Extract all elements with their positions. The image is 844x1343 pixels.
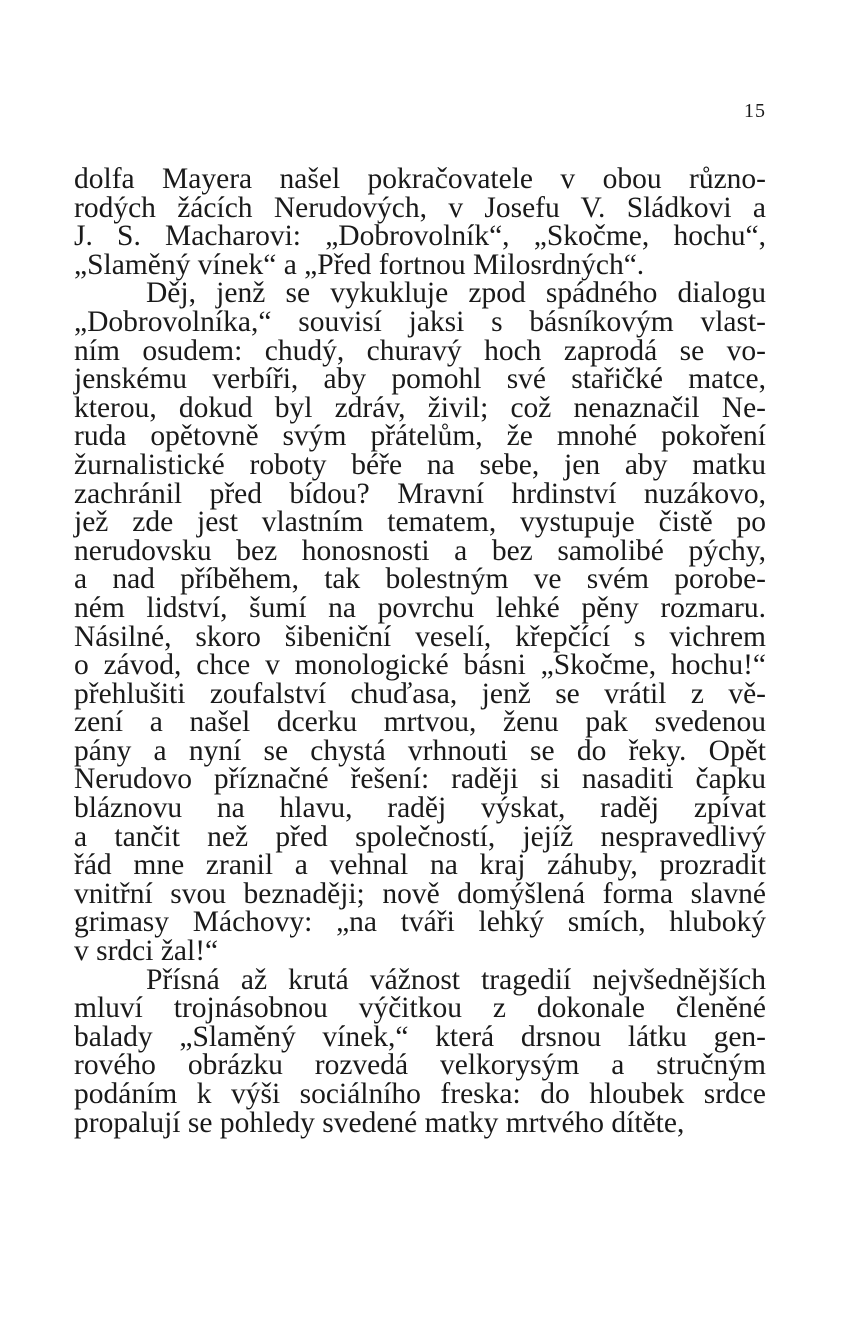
text-line: grimasy Máchovy: „na tváři lehký smích, hluboký [74,906,766,939]
paragraph [74,963,766,1139]
text-line: rodých žácích Nerudových, v Josefu V. Sládkovi a [74,191,766,224]
text-line: žurnalistické roboty béře na sebe, jen aby matku [74,448,766,481]
text-line: přehlušiti zoufalství chuďasa, jenž se vrátil z vě- [74,677,766,710]
text-line: „Slaměný vínek“ a „Před fortnou Milosrdných“. [74,248,645,281]
text-line: Přísná až krutá vážnost tragedií nejvšednějších [146,963,766,996]
text-body [74,165,766,1137]
text-line: o závod, chce v monologické básni „Skočme, hochu!“ [74,649,766,682]
text-line: a tančit než před společností, jejíž nespravedlivý [74,820,766,853]
text-line: bláznovu na hlavu, raděj výskat, raděj zpívat [74,792,766,825]
text-line: a nad příběhem, tak bolestným ve svém porobe- [74,563,766,596]
text-line: ruda opětovně svým přátelům, že mnohé pokoření [74,420,766,453]
text-line: ném lidství, šumí na povrchu lehké pěny rozmaru. [74,591,766,624]
text-line: zachránil před bídou? Mravní hrdinství nuzákovo, [74,477,766,510]
text-line: Násilné, skoro šibeniční veselí, křepčící s vichrem [74,620,766,653]
text-line: jenskému verbíři, aby pomohl své stařičké matce, [74,363,766,396]
text-line: zení a našel dcerku mrtvou, ženu pak svedenou [74,706,766,739]
text-line: řád mne zranil a vehnal na kraj záhuby, prozradit [74,849,766,882]
text-line: Děj, jenž se vykukluje zpod spádného dialogu [146,277,766,310]
paragraph [74,277,766,968]
text-line: nerudovsku bez honosnosti a bez samolibé pýchy, [74,534,766,567]
text-line: J. S. Macharovi: „Dobrovolník“, „Skočme, hochu“, [74,220,766,253]
text-line: rového obrázku rozvedá velkorysým a stručným [74,1049,766,1082]
text-line: propalují se pohledy svedené matky mrtvého dítěte, [74,1106,685,1139]
text-line: kterou, dokud byl zdráv, živil; což nenaznačil Ne- [74,391,766,424]
paragraph [74,165,766,279]
text-line: pány a nyní se chystá vrhnouti se do řeky. Opět [74,734,766,767]
text-line: vnitřní svou beznaději; nově domýšlená forma slavné [74,877,766,910]
text-line: balady „Slaměný vínek,“ která drsnou látku gen- [74,1020,766,1053]
text-line: v srdci žal!“ [74,935,219,968]
text-line: Nerudovo příznačné řešení: raději si nasaditi čapku [74,763,766,796]
text-line: dolfa Mayera našel pokračovatele v obou různo- [74,163,766,195]
text-line: „Dobrovolníka,“ souvisí jaksi s básníkovým vlast- [74,305,766,338]
page-number: 15 [744,100,766,122]
text-line: ním osudem: chudý, churavý hoch zaprodá se vo- [74,334,766,367]
text-line: podáním k výši sociálního freska: do hloubek srdce [74,1078,766,1110]
text-line: jež zde jest vlastním tematem, vystupuje čistě po [74,506,766,539]
text-line: mluví trojnásobnou výčitkou z dokonale členěné [74,992,766,1025]
